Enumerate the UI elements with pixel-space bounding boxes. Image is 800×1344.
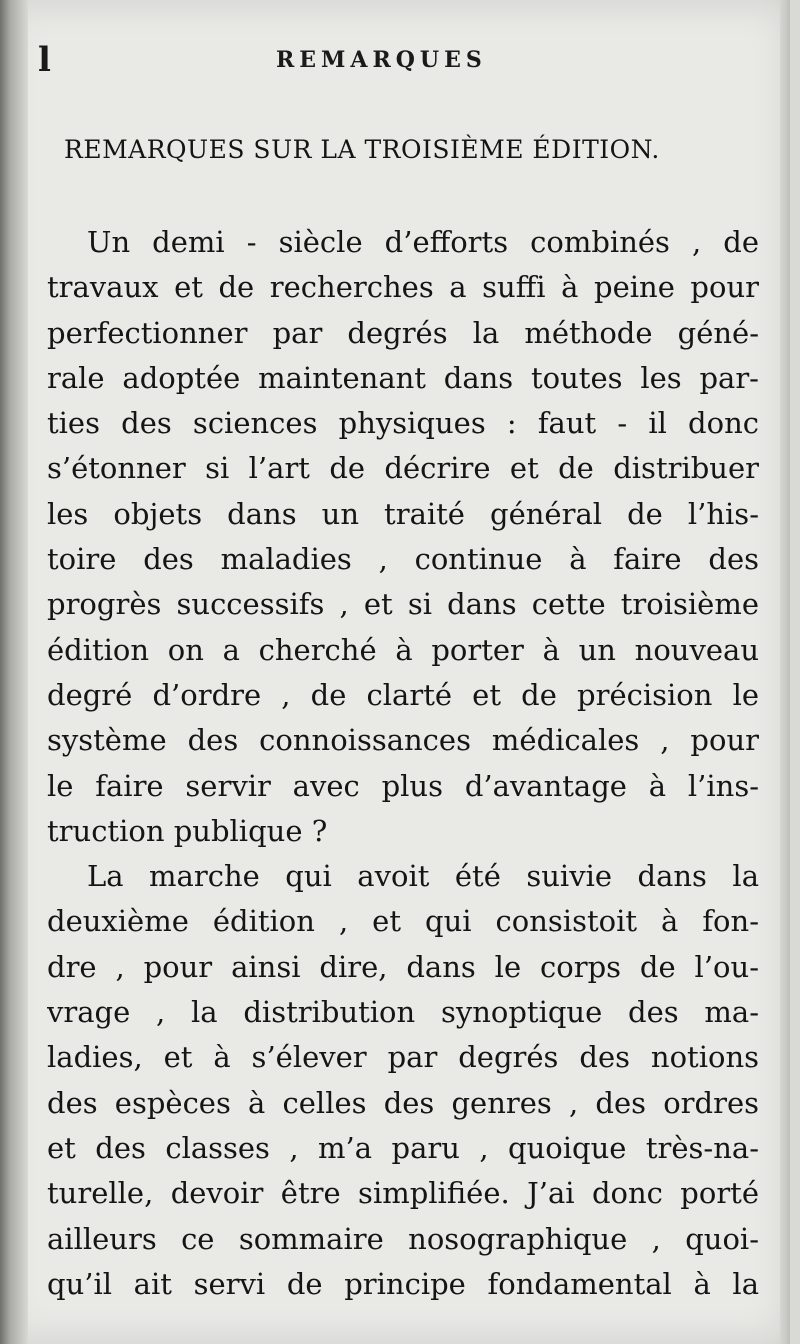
text-line: édition on a cherché à porter à un nouveau [47, 632, 759, 667]
text-line: vrage , la distribution synoptique des ma- [47, 995, 759, 1030]
paragraph-2 [47, 854, 759, 1307]
text-line: et des classes , m’a paru , quoique très-na- [47, 1130, 759, 1165]
page-edge [780, 0, 790, 1344]
text-line: des espèces à celles des genres , des ordres [47, 1085, 759, 1120]
section-heading: REMARQUES SUR LA TROISIÈME ÉDITION. [64, 135, 660, 164]
text-line: deuxième édition , et qui consistoit à fon- [47, 904, 759, 939]
text-line: perfectionner par degrés la méthode géné- [47, 315, 759, 350]
text-line: degré d’ordre , de clarté et de précision le [47, 677, 759, 712]
text-line: dre , pour ainsi dire, dans le corps de l’ou- [47, 949, 759, 984]
running-head [0, 40, 790, 80]
text-line: turelle, devoir être simplifiée. J’ai donc porté [47, 1176, 759, 1211]
running-head-title: REMARQUES [276, 47, 487, 73]
text-line: les objets dans un traité général de l’his- [47, 496, 759, 531]
book-spine-shadow [0, 0, 28, 1344]
text-line: ailleurs ce sommaire nosographique , quoi- [47, 1221, 759, 1256]
text-line: truction publique ? [47, 813, 328, 848]
text-line: ladies, et à s’élever par degrés des notions [47, 1040, 759, 1075]
text-line: travaux et de recherches a suffi à peine pour [47, 270, 759, 305]
text-line: le faire servir avec plus d’avantage à l’ins- [47, 768, 759, 803]
text-line: ties des sciences physiques : faut - il donc [47, 406, 759, 441]
text-line: rale adoptée maintenant dans toutes les par- [47, 360, 759, 395]
text-line: qu’il ait servi de principe fondamental à la [47, 1266, 759, 1301]
text-line: s’étonner si l’art de décrire et de distribuer [47, 451, 759, 486]
text-line: progrès successifs , et si dans cette troisième [47, 587, 759, 622]
text-line: La marche qui avoit été suivie dans la [87, 859, 759, 894]
page-number: l [38, 40, 51, 80]
text-line: système des connoissances médicales , pour [47, 723, 759, 758]
body-text [47, 220, 759, 1307]
text-line: toire des maladies , continue à faire des [47, 542, 759, 577]
paragraph-1 [47, 220, 759, 854]
text-line: Un demi - siècle d’efforts combinés , de [87, 225, 759, 259]
